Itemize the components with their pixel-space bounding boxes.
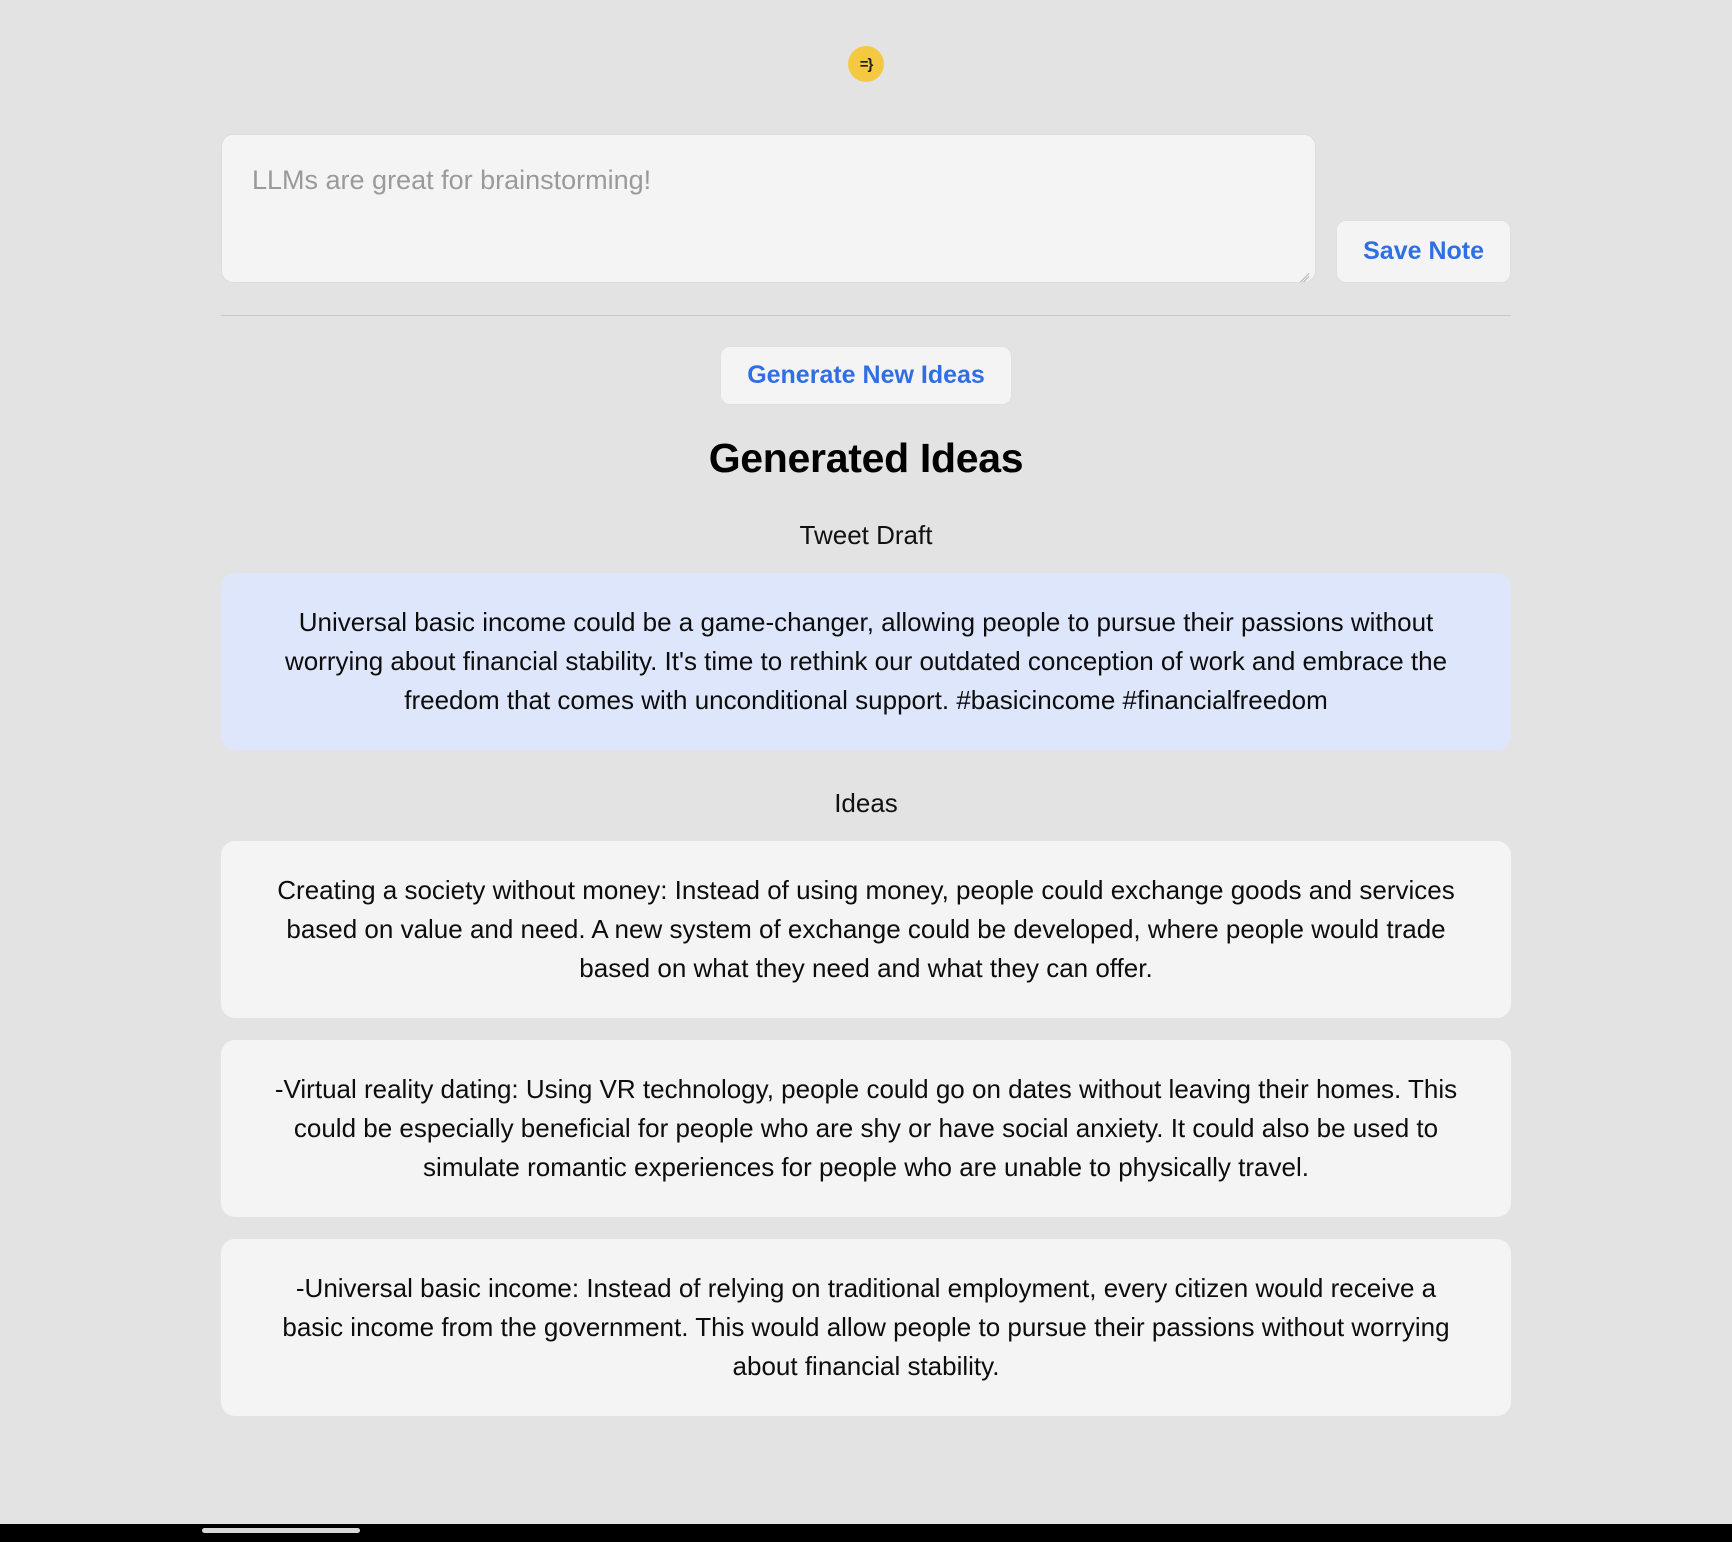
page-title: Generated Ideas — [708, 435, 1024, 481]
save-note-button[interactable]: Save Note — [1336, 220, 1511, 283]
resize-handle-icon[interactable] — [1293, 261, 1309, 277]
app-logo-icon: =} — [848, 46, 884, 82]
main-content — [221, 134, 1511, 1416]
ideas-label: Ideas — [834, 788, 898, 818]
note-entry-row — [221, 134, 1511, 283]
tweet-draft-label: Tweet Draft — [799, 520, 933, 550]
idea-card: -Universal basic income: Instead of relying on traditional employment, every citizen would receive a basic income from the government. This would allow people to pursue their passions without worrying about financial stability. — [221, 1239, 1511, 1416]
taskbar — [0, 1524, 1732, 1542]
idea-card: -Virtual reality dating: Using VR technology, people could go on dates without leaving their homes. This could be especially beneficial for people who are shy or have social anxiety. It could also be used to simulate romantic experiences for people who are unable to physically travel. — [221, 1040, 1511, 1217]
taskbar-indicator — [202, 1528, 360, 1533]
idea-card: Creating a society without money: Instead of using money, people could exchange goods and services based on value and need. A new system of exchange could be developed, where people would trade based on what they need and what they can offer. — [221, 841, 1511, 1018]
logo-container — [0, 46, 1732, 82]
section-divider — [221, 315, 1511, 316]
tweet-draft-card: Universal basic income could be a game-changer, allowing people to pursue their passions without worrying about financial stability. It's time to rethink our outdated conception of work and embrace the freedom that comes with unconditional support. #basicincome #financialfreedom — [221, 573, 1511, 750]
generate-new-ideas-button[interactable]: Generate New Ideas — [720, 346, 1012, 405]
generate-row — [221, 346, 1511, 405]
note-input[interactable]: LLMs are great for brainstorming! — [221, 134, 1316, 283]
